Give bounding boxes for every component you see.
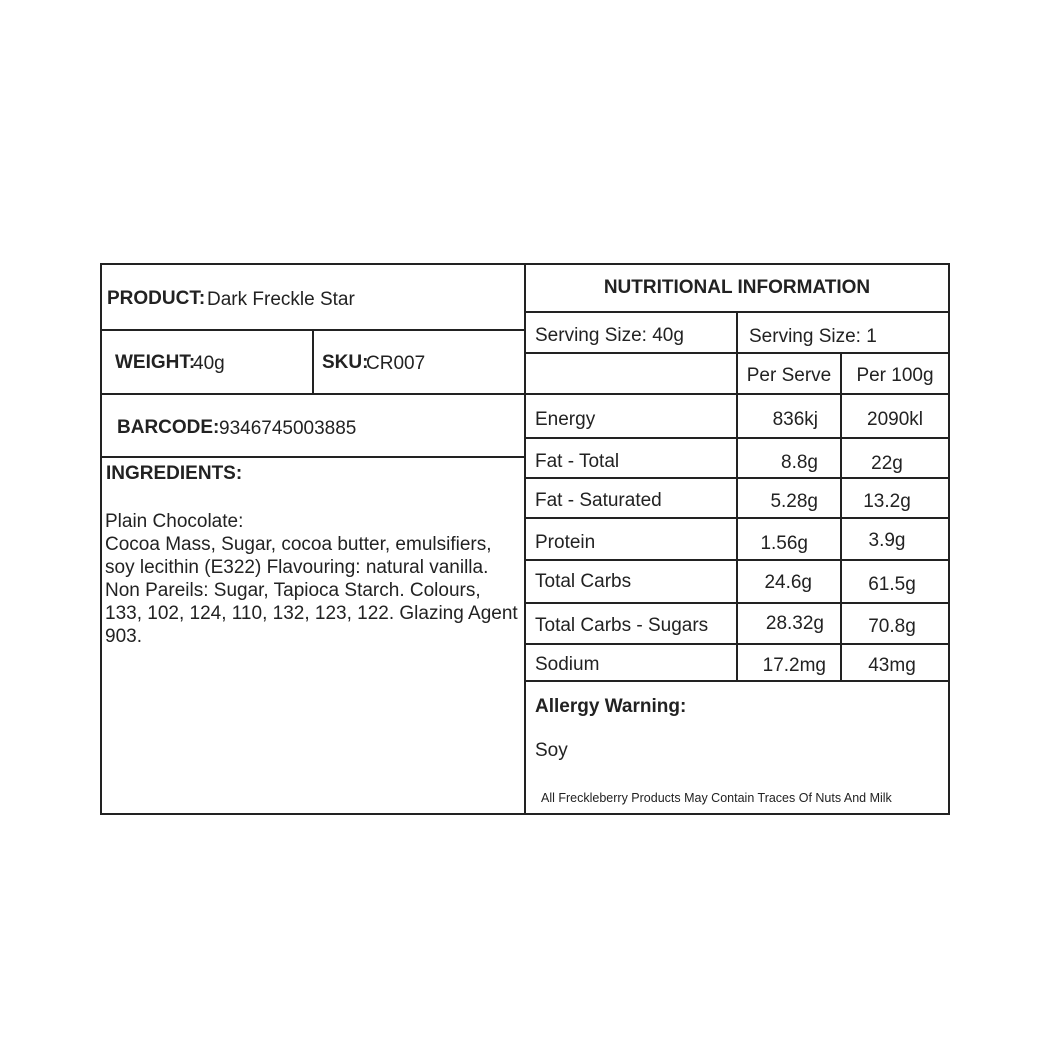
nutrient-name-fat-saturated: Fat - Saturated [535,490,662,511]
nutrient-per-100g-fat-total: 22g [871,453,903,474]
nutrient-per-serve-protein: 1.56g [760,533,808,554]
serving-size: Serving Size: 40g [535,325,684,346]
nutrient-name-protein: Protein [535,532,596,553]
nutrient-per-100g-total-carbs-sugars: 70.8g [868,616,916,637]
nutrient-name-sodium: Sodium [535,654,600,675]
product-value: Dark Freckle Star [207,289,355,310]
nutrient-name-total-carbs: Total Carbs [535,571,632,592]
divider-left-barcode [100,456,526,458]
servings-per-pack: Serving Size: 1 [749,326,877,347]
nutrient-per-100g-energy: 2090kl [867,409,923,430]
barcode-value: 9346745003885 [219,418,357,439]
nutrient-per-serve-fat-saturated: 5.28g [770,491,818,512]
col-per-serve-header: Per Serve [746,365,832,386]
nutrient-per-serve-fat-total: 8.8g [781,452,818,473]
ingredients-heading: INGREDIENTS: [106,463,243,484]
nutrient-per-100g-protein: 3.9g [868,530,906,551]
divider-weight-sku [312,329,314,395]
nutrient-per-100g-total-carbs: 61.5g [868,574,916,595]
barcode-label: BARCODE: [117,417,220,438]
nutrition-title: NUTRITIONAL INFORMATION [603,277,871,298]
nutrient-name-total-carbs-sugars: Total Carbs - Sugars [535,615,709,636]
weight-label: WEIGHT: [115,352,196,373]
nutrient-name-fat-total: Fat - Total [535,451,620,472]
allergy-disclaimer: All Freckleberry Products May Contain Traces Of Nuts And Milk [541,791,892,805]
divider-center [524,263,526,815]
sku-value: CR007 [366,353,426,374]
product-label: PRODUCT: [107,288,206,309]
nutrient-per-serve-energy: 836kj [772,409,818,430]
nutrient-name-energy: Energy [535,409,596,430]
allergy-value: Soy [535,740,568,761]
nutrient-per-serve-total-carbs-sugars: 28.32g [765,613,824,634]
col-per-100g-header: Per 100g [856,365,934,386]
allergy-heading: Allergy Warning: [535,696,687,717]
nutrient-per-serve-sodium: 17.2mg [762,655,826,676]
sku-label: SKU: [322,352,369,373]
nutrient-per-serve-total-carbs: 24.6g [764,572,812,593]
ingredients-text: Plain Chocolate: Cocoa Mass, Sugar, cocoa butter, emulsifiers, soy lecithin (E322) Flavouring: natural vanilla. Non Pareils: Sugar, Tapioca Starch. Colours, 133, 102, 124, 110, 132, 123, 122. Glazing Agent 903. [105,511,518,647]
weight-value: 40g [193,353,225,374]
nutrient-per-100g-sodium: 43mg [868,655,916,676]
nutrient-per-100g-fat-saturated: 13.2g [863,491,911,512]
